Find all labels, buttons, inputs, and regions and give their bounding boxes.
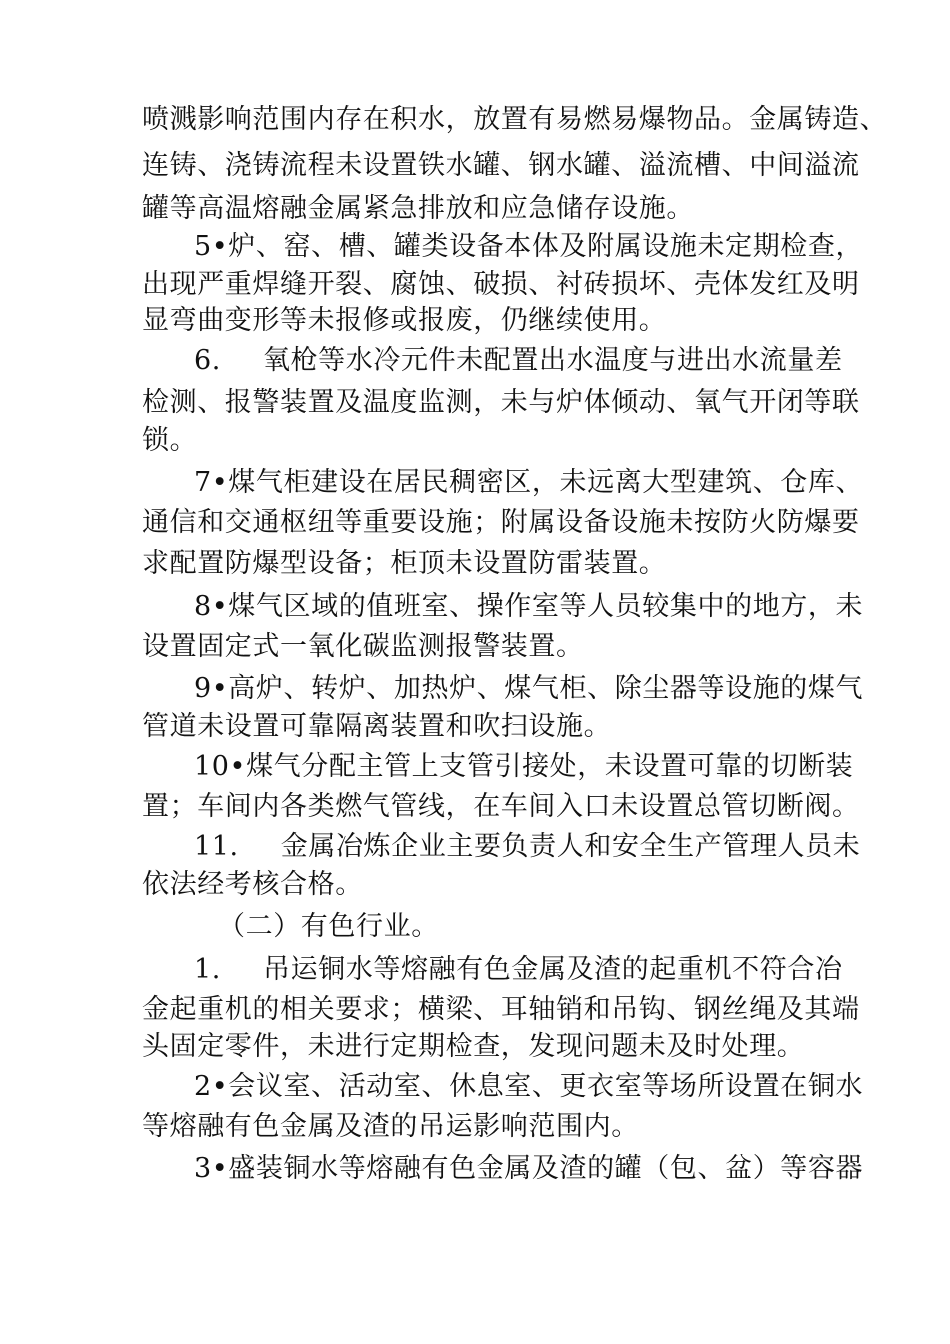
text-line: 头固定零件，未进行定期检查，发现问题未及时处理。 <box>142 1031 805 1062</box>
text-line: 出现严重焊缝开裂、腐蚀、破损、衬砖损坏、壳体发红及明 <box>142 269 860 300</box>
item-text: 氧枪等水冷元件未配置出水温度与进出水流量差 <box>262 345 843 376</box>
text-line: 检测、报警装置及温度监测，未与炉体倾动、氧气开闭等联 <box>142 387 860 418</box>
text-line: 依法经考核合格。 <box>142 869 363 900</box>
text-line: 10•煤气分配主管上支管引接处，未设置可靠的切断装 <box>194 751 854 782</box>
text-line <box>194 830 860 864</box>
text-line: 7•煤气柜建设在居民稠密区，未远离大型建筑、仓库、 <box>194 467 864 498</box>
text-line <box>194 953 843 987</box>
item-number: 11. <box>194 831 239 862</box>
section-heading: （二）有色行业。 <box>218 911 439 942</box>
text-line: 金起重机的相关要求；横梁、耳轴销和吊钩、钢丝绳及其端 <box>142 994 860 1025</box>
text-line: 等熔融有色金属及渣的吊运影响范围内。 <box>142 1111 639 1142</box>
text-line: 置；车间内各类燃气管线，在车间入口未设置总管切断阀。 <box>142 791 860 822</box>
text-line: 求配置防爆型设备；柜顶未设置防雷装置。 <box>142 548 667 579</box>
text-line: 喷溅影响范围内存在积水，放置有易燃易爆物品。金属铸造、 <box>142 104 888 135</box>
text-line: 3•盛装铜水等熔融有色金属及渣的罐（包、盆）等容器 <box>194 1153 864 1184</box>
item-number: 1. <box>194 954 221 985</box>
text-line: 通信和交通枢纽等重要设施；附属设备设施未按防火防爆要 <box>142 507 860 538</box>
text-line: 设置固定式一氧化碳监测报警装置。 <box>142 631 584 662</box>
text-line <box>194 344 843 378</box>
text-line: 管道未设置可靠隔离装置和吹扫设施。 <box>142 711 612 742</box>
text-line: 显弯曲变形等未报修或报废，仍继续使用。 <box>142 305 667 336</box>
text-line: 连铸、浇铸流程未设置铁水罐、钢水罐、溢流槽、中间溢流 <box>142 150 860 181</box>
item-number: 6. <box>194 345 221 376</box>
item-text: 金属冶炼企业主要负责人和安全生产管理人员未 <box>280 831 861 862</box>
text-line: 8•煤气区域的值班室、操作室等人员较集中的地方，未 <box>194 591 864 622</box>
text-line: 5•炉、窑、槽、罐类设备本体及附属设施未定期检查， <box>194 231 864 262</box>
item-text: 吊运铜水等熔融有色金属及渣的起重机不符合冶 <box>262 954 843 985</box>
text-line: 2•会议室、活动室、休息室、更衣室等场所设置在铜水 <box>194 1071 864 1102</box>
text-line: 罐等高温熔融金属紧急排放和应急储存设施。 <box>142 193 694 224</box>
text-line: 锁。 <box>142 425 198 456</box>
text-line: 9•高炉、转炉、加热炉、煤气柜、除尘器等设施的煤气 <box>194 673 864 704</box>
